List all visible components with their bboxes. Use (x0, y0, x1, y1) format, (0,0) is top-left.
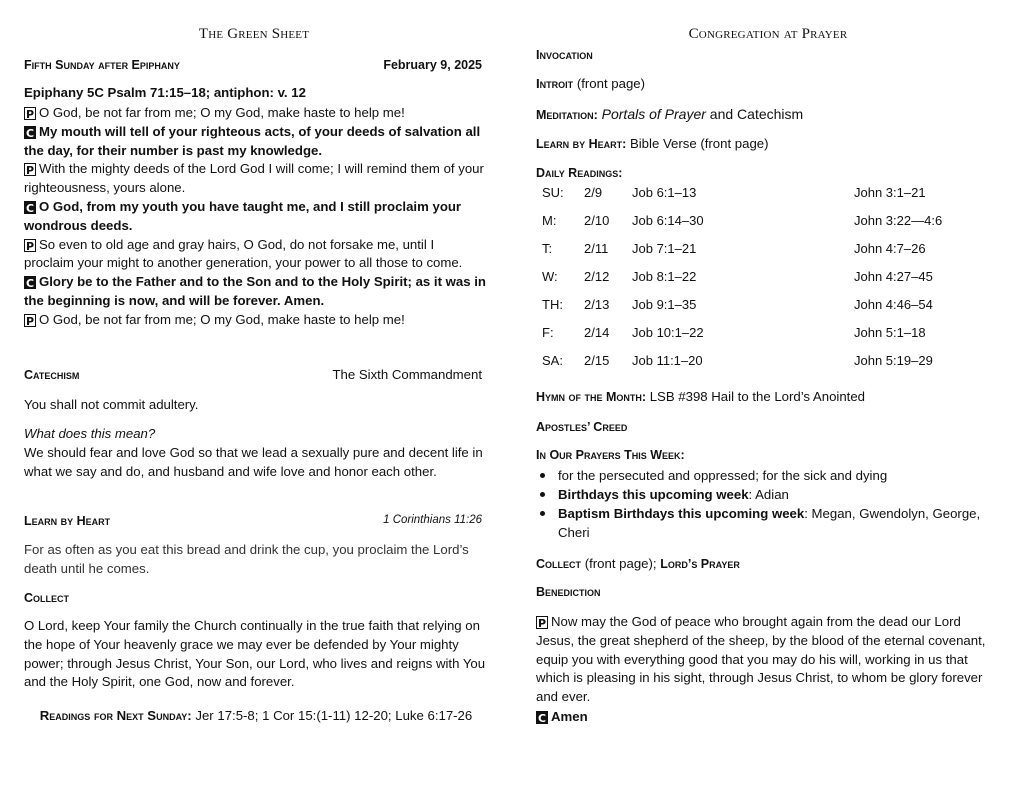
reading-day: M: (542, 212, 557, 228)
reading-day: TH: (542, 296, 563, 312)
reading-date: 2/11 (584, 240, 609, 256)
page-title-left: The Green Sheet (198, 26, 310, 42)
service-name: Fifth Sunday after Epiphany (24, 58, 180, 72)
list-item: Baptism Birthdays this upcoming week: Megan, Gwendolyn, George, Cheri (536, 504, 1000, 542)
table-row (542, 234, 994, 262)
collect-prayer: O Lord, keep Your family the Church continually in the true faith that relying on the hope of Your heavenly grace we may ever be defended by Your mighty power; through Jesus Christ, Your Son, our Lord, who lives and reigns with You and the Holy Spirit, one God, now and forever. (24, 618, 486, 690)
reading-nt: John 3:22—4:6 (854, 212, 943, 228)
list-item: Birthdays this upcoming week: Adian (536, 485, 1000, 504)
page-title-right: Congregation at Prayer (688, 26, 848, 42)
pastor-badge-icon: P (25, 314, 35, 328)
reading-day: SA: (542, 352, 563, 368)
reading-day: W: (542, 268, 558, 284)
congregation-badge-icon: C (25, 126, 35, 140)
next-sunday-list: Jer 17:5-8; 1 Cor 15:(1-11) 12-20; Luke 6:17-26 (195, 708, 473, 723)
psalm-line: P O God, be not far from me; O my God, make haste to help me! (25, 311, 405, 328)
benediction-text: P Now may the God of peace who brought again from the dead our Lord Jesus, the great shepherd of the sheep, by the blood of the eternal covenant, equip you with everything good that you may do his will, working in us that which is pleasing in his sight, through Jesus Christ, to whom be glory forever and ever. (536, 614, 986, 705)
reading-ot: Job 6:14–30 (632, 212, 704, 228)
commandment: You shall not commit adultery. (24, 397, 199, 412)
reading-date: 2/15 (584, 352, 610, 368)
table-row (542, 346, 994, 374)
catechism-topic: The Sixth Commandment (332, 367, 482, 382)
reading-ot: Job 7:1–21 (632, 240, 697, 256)
reading-ot: Job 9:1–35 (632, 296, 697, 312)
benediction-heading: Benediction (536, 585, 601, 599)
reading-nt: John 3:1–21 (854, 184, 926, 200)
congregation-badge-icon: C (25, 277, 35, 291)
reading-ot: Job 10:1–22 (632, 324, 704, 340)
psalm-heading: Epiphany 5C Psalm 71:15–18; antiphon: v. 12 (24, 85, 306, 100)
reading-nt: John 5:1–18 (854, 324, 926, 340)
collect-lords-prayer-line: Collect (front page); Lord’s Prayer (536, 556, 740, 571)
table-row (542, 206, 994, 234)
reading-day: T: (542, 240, 553, 256)
psalm-line: C O God, from my youth you have taught me, and I still proclaim your wondrous deeds. (24, 198, 462, 233)
verse-reference: 1 Corinthians 11:26 (383, 514, 482, 526)
reading-nt: John 5:19–29 (854, 352, 933, 368)
memory-verse: For as often as you eat this bread and drink the cup, you proclaim the Lord’s death until he comes. (24, 542, 469, 576)
pastor-badge-icon: P (537, 617, 547, 630)
catechism-question: What does this mean? (24, 426, 156, 441)
catechism-heading: Catechism (24, 368, 80, 382)
psalm-line: P O God, be not far from me; O my God, make haste to help me! (25, 105, 405, 121)
pastor-badge-icon: P (25, 164, 35, 178)
reading-ot: Job 8:1–22 (632, 268, 697, 284)
reading-nt: John 4:7–26 (854, 240, 926, 256)
reading-date: 2/12 (584, 268, 610, 284)
reading-ot: Job 11:1–20 (632, 352, 703, 368)
psalm-line: P With the mighty deeds of the Lord God I will come; I will remind them of your righteousness, yours alone. (24, 161, 484, 196)
catechism-answer: We should fear and love God so that we lead a sexually pure and decent life in what we say and do, and husband and wife love and honor each other. (24, 445, 483, 479)
psalm-responsive (24, 104, 486, 330)
invocation-heading: Invocation (536, 48, 593, 62)
congregation-badge-icon: C (537, 712, 547, 725)
prayers-heading: In Our Prayers This Week: (536, 448, 685, 462)
learn-by-heart-line: Learn by Heart: Bible Verse (front page) (536, 136, 769, 151)
table-row (542, 262, 994, 290)
psalm-line: P So even to old age and gray hairs, O God, do not forsake me, until I proclaim your might to another generation, your power to all those to come. (24, 236, 463, 271)
amen-line: C Amen (537, 709, 588, 725)
daily-readings-heading: Daily Readings: (536, 166, 623, 180)
hymn-line: Hymn of the Month: LSB #398 Hail to the Lord’s Anointed (536, 389, 865, 404)
next-sunday-readings: Readings for Next Sunday: Jer 17:5-8; 1 Cor 15:(1-11) 12-20; Luke 6:17-26 (39, 708, 473, 723)
reading-nt: John 4:27–45 (854, 268, 933, 284)
meditation-line: Meditation: Portals of Prayer and Catechism (536, 106, 804, 122)
table-row (542, 178, 994, 206)
psalm-line: C My mouth will tell of your righteous acts, of your deeds of salvation all the day, for their number is past my knowledge. (24, 123, 481, 158)
table-row (542, 290, 994, 318)
reading-day: F: (542, 324, 554, 340)
introit-line: Introit (front page) (536, 76, 646, 91)
congregation-badge-icon: C (25, 201, 35, 215)
next-sunday-label: Readings for Next Sunday (39, 708, 188, 723)
creed-heading: Apostles’ Creed (536, 420, 628, 434)
reading-day: SU: (542, 184, 564, 200)
pastor-badge-icon: P (25, 239, 35, 253)
prayers-list (536, 466, 1000, 542)
daily-readings-table (542, 178, 994, 374)
reading-date: 2/9 (584, 184, 603, 200)
reading-nt: John 4:46–54 (854, 296, 933, 312)
table-row (542, 318, 994, 346)
service-date: February 9, 2025 (383, 58, 482, 72)
reading-date: 2/14 (584, 324, 610, 340)
reading-date: 2/10 (584, 212, 610, 228)
reading-ot: Job 6:1–13 (632, 184, 697, 200)
psalm-line: C Glory be to the Father and to the Son and to the Holy Spirit; as it was in the beginning is now, and will be forever. Amen. (24, 274, 486, 308)
collect-heading: Collect (24, 591, 70, 605)
list-item: for the persecuted and oppressed; for the sick and dying (536, 466, 1000, 485)
learn-by-heart-heading: Learn by Heart (24, 514, 111, 528)
reading-date: 2/13 (584, 296, 610, 312)
pastor-badge-icon: P (25, 108, 35, 121)
